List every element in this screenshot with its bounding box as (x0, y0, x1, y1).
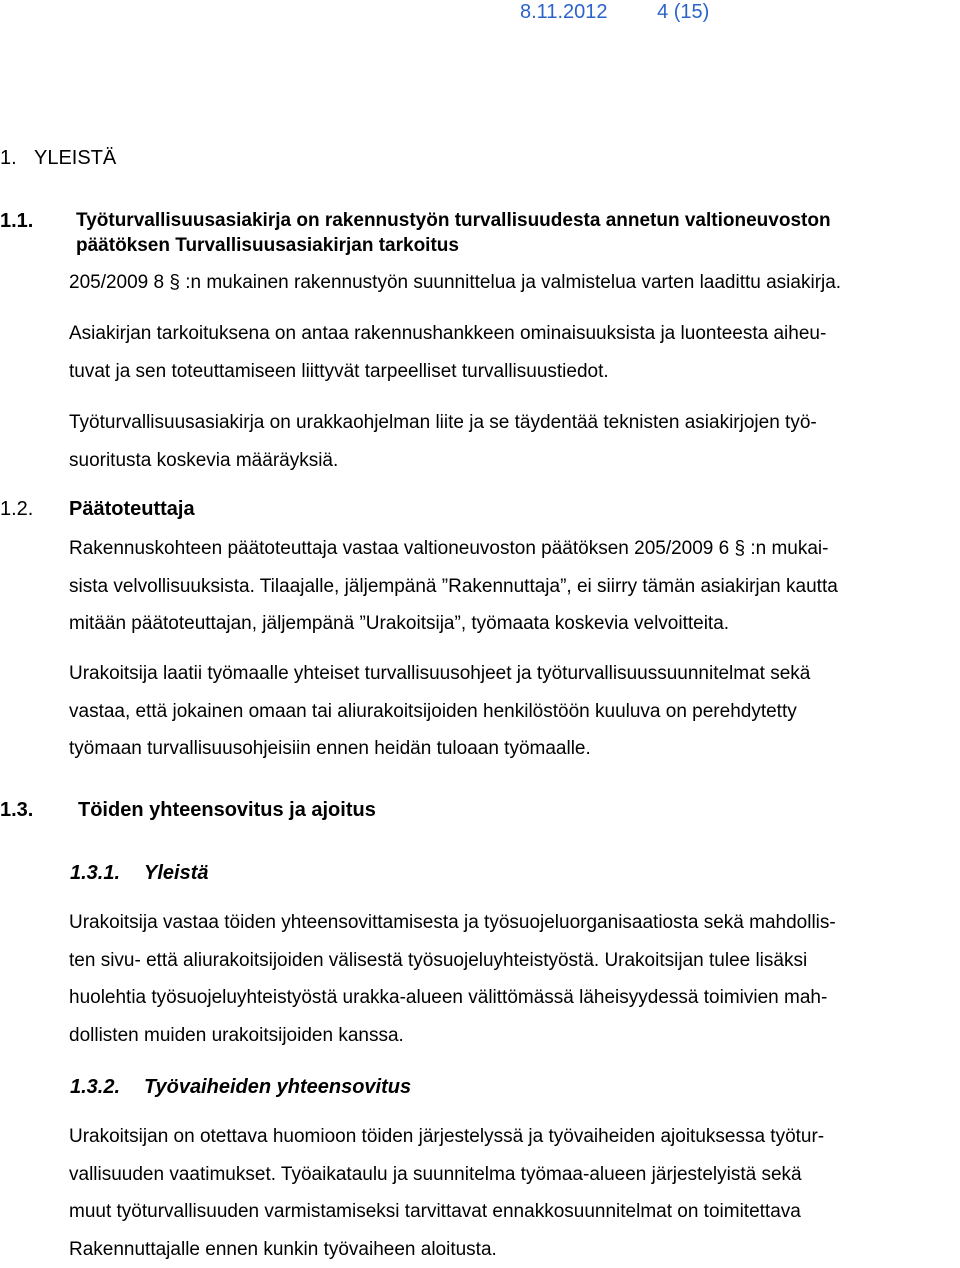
section-1-3-2-paragraph (69, 1118, 960, 1268)
section-1-3-title: Töiden yhteensovitus ja ajoitus (78, 798, 376, 822)
text-line: Urakoitsijan on otettava huomioon töiden järjestelyssä ja työvaiheiden ajoituksessa työtur- (69, 1118, 960, 1156)
section-1-1-title-line: päätöksen Turvallisuusasiakirjan tarkoitus (76, 233, 831, 258)
text-line: Asiakirjan tarkoituksena on antaa rakennushankkeen ominaisuuksista ja luonteesta aiheu- (69, 315, 960, 353)
section-1-1-title (76, 208, 831, 258)
text-line: muut työturvallisuuden varmistamiseksi tarvittavat ennakkosuunnitelmat on toimitettava (69, 1193, 960, 1231)
section-1-1-paragraph-1 (69, 264, 960, 302)
section-1-2-number: 1.2. (0, 498, 33, 520)
text-line: Rakennuttajalle ennen kunkin työvaiheen aloitusta. (69, 1231, 960, 1268)
text-line: Työturvallisuusasiakirja on urakkaohjelman liite ja se täydentää teknisten asiakirjojen työ- (69, 404, 960, 442)
text-line: 205/2009 8 § :n mukainen rakennustyön suunnittelua ja valmistelua varten laadittu asiakirja. (69, 264, 960, 302)
section-1-3-2-heading (70, 1075, 120, 1099)
text-line: vallisuuden vaatimukset. Työaikataulu ja suunnitelma työmaa-alueen järjestelyistä sekä (69, 1156, 960, 1194)
section-1-2-title: Päätoteuttaja (69, 497, 195, 521)
section-1-3-1-paragraph (69, 904, 960, 1054)
text-line: Urakoitsija laatii työmaalle yhteiset turvallisuusohjeet ja työturvallisuussuunnitelmat sekä (69, 655, 960, 693)
text-line: ten sivu- että aliurakoitsijoiden välisestä työsuojeluyhteistyöstä. Urakoitsijan tulee lisäksi (69, 942, 960, 980)
section-1-3-2-title: Työvaiheiden yhteensovitus (144, 1075, 411, 1099)
section-1-2-paragraph-1 (69, 530, 960, 643)
header-page-number: 4 (15) (657, 1, 709, 23)
section-1-1-number: 1.1. (0, 210, 33, 232)
section-1-3-1-title: Yleistä (144, 861, 208, 885)
section-1-1-title-line: Työturvallisuusasiakirja on rakennustyön turvallisuudesta annetun valtioneuvoston (76, 208, 831, 233)
text-line: tuvat ja sen toteuttamiseen liittyvät tarpeelliset turvallisuustiedot. (69, 353, 960, 391)
page-header (520, 0, 709, 24)
section-1-3-heading (0, 798, 33, 822)
section-1-1-paragraph-2 (69, 315, 960, 390)
text-line: dollisten muiden urakoitsijoiden kanssa. (69, 1017, 960, 1055)
text-line: Rakennuskohteen päätoteuttaja vastaa valtioneuvoston päätöksen 205/2009 6 § :n mukai- (69, 530, 960, 568)
section-1-3-2-number: 1.3.2. (70, 1076, 120, 1098)
section-1-1-paragraph-3 (69, 404, 960, 479)
text-line: mitään päätoteuttajan, jäljempänä ”Urakoitsija”, työmaata koskevia velvoitteita. (69, 605, 960, 643)
text-line: sista velvollisuuksista. Tilaajalle, jäljempänä ”Rakennuttaja”, ei siirry tämän asiakirjan kautta (69, 568, 960, 606)
section-1-heading (0, 146, 17, 170)
section-1-title: YLEISTÄ (34, 146, 116, 170)
section-1-number: 1. (0, 147, 17, 169)
section-1-2-heading (0, 497, 33, 521)
text-line: huolehtia työsuojeluyhteistyöstä urakka-alueen välittömässä läheisyydessä toimivien mah- (69, 979, 960, 1017)
text-line: suoritusta koskevia määräyksiä. (69, 442, 960, 480)
header-date: 8.11.2012 (520, 1, 608, 23)
section-1-3-1-number: 1.3.1. (70, 862, 120, 884)
section-1-2-paragraph-2 (69, 655, 960, 768)
text-line: Urakoitsija vastaa töiden yhteensovittamisesta ja työsuojeluorganisaatiosta sekä mahdollis- (69, 904, 960, 942)
text-line: työmaan turvallisuusohjeisiin ennen heidän tuloaan työmaalle. (69, 730, 960, 768)
section-1-1-heading (0, 209, 33, 233)
section-1-3-1-heading (70, 861, 120, 885)
text-line: vastaa, että jokainen omaan tai aliurakoitsijoiden henkilöstöön kuuluva on perehdytetty (69, 693, 960, 731)
section-1-3-number: 1.3. (0, 799, 33, 821)
